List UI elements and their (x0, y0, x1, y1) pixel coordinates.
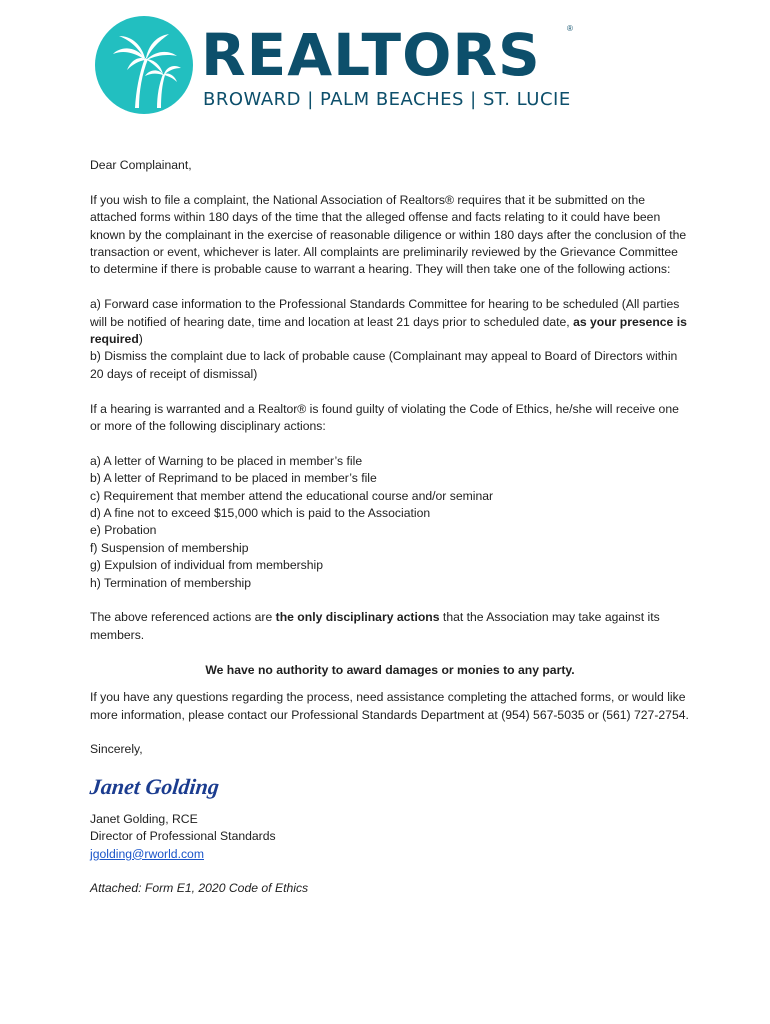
registered-mark: ® (567, 24, 573, 33)
signature: Janet Golding (88, 773, 221, 799)
brand-name: REALTORS (201, 21, 541, 89)
attachments-note: Attached: Form E1, 2020 Code of Ethics (90, 881, 309, 896)
brand-tagline: BROWARD | PALM BEACHES | ST. LUCIE (203, 89, 571, 110)
palm-tree-logo (95, 16, 193, 114)
email-link[interactable]: jgolding@rworld.com (90, 846, 204, 861)
disciplinary-action: c) Requirement that member attend the educational course and/or seminar (90, 488, 494, 503)
disciplinary-action: d) A fine not to exceed $15,000 which is paid to the Association (90, 506, 431, 521)
disciplinary-action: f) Suspension of membership (90, 540, 249, 555)
signer-name: Janet Golding, RCE (90, 811, 198, 826)
disciplinary-action: e) Probation (90, 523, 157, 538)
letterhead (95, 16, 585, 120)
only-actions-tail: that the Association may take against its members. (90, 610, 660, 642)
action-a-emphasis: as your presence is required (90, 314, 687, 347)
action-a-text: a) Forward case information to the Professional Standards Committee for hearing to be scheduled (All parties will be notified of hearing date, time and location at least 21 days prior to scheduled date, (90, 297, 680, 329)
disciplinary-action: a) A letter of Warning to be placed in member’s file (90, 453, 363, 468)
disciplinary-action: g) Expulsion of individual from membership (90, 558, 324, 573)
questions-paragraph: If you have any questions regarding the process, need assistance completing the attached forms, or would like more information, please contact our Professional Standards Department at (954) 567-5035 or (561) 727-2754. (90, 690, 689, 722)
only-actions-paragraph (90, 609, 690, 644)
action-a (90, 296, 690, 348)
disciplinary-action: b) A letter of Reprimand to be placed in member’s file (90, 471, 377, 486)
no-authority-notice: We have no authority to award damages or monies to any party. (205, 662, 575, 677)
letter-body (90, 157, 690, 898)
only-actions-emphasis: the only disciplinary actions (275, 610, 440, 625)
hearing-paragraph: If a hearing is warranted and a Realtor® is found guilty of violating the Code of Ethics, he/she will receive one or more of the following disciplinary actions: (90, 401, 679, 434)
only-actions-text: The above referenced actions are (90, 610, 276, 625)
signer-title: Director of Professional Standards (90, 829, 276, 844)
intro-paragraph: If you wish to file a complaint, the National Association of Realtors® requires that it be submitted on the attached forms within 180 days of the time that the alleged offense and facts relating to it could have been known by the complainant in the exercise of reasonable diligence or within 180 days after the conclusion of the transaction or event, whichever is later. All complaints are preliminarily reviewed by the Grievance Committee to determine if there is probable cause to warrant a hearing. They will then take one of the following actions: (90, 192, 687, 277)
disciplinary-action: h) Termination of membership (90, 575, 251, 590)
action-a-close: ) (138, 332, 143, 347)
salutation: Dear Complainant, (90, 158, 192, 172)
closing: Sincerely, (90, 742, 143, 757)
action-b: b) Dismiss the complaint due to lack of probable cause (Complainant may appeal to Board of Directors within 20 days of receipt of dismissal) (90, 349, 678, 381)
